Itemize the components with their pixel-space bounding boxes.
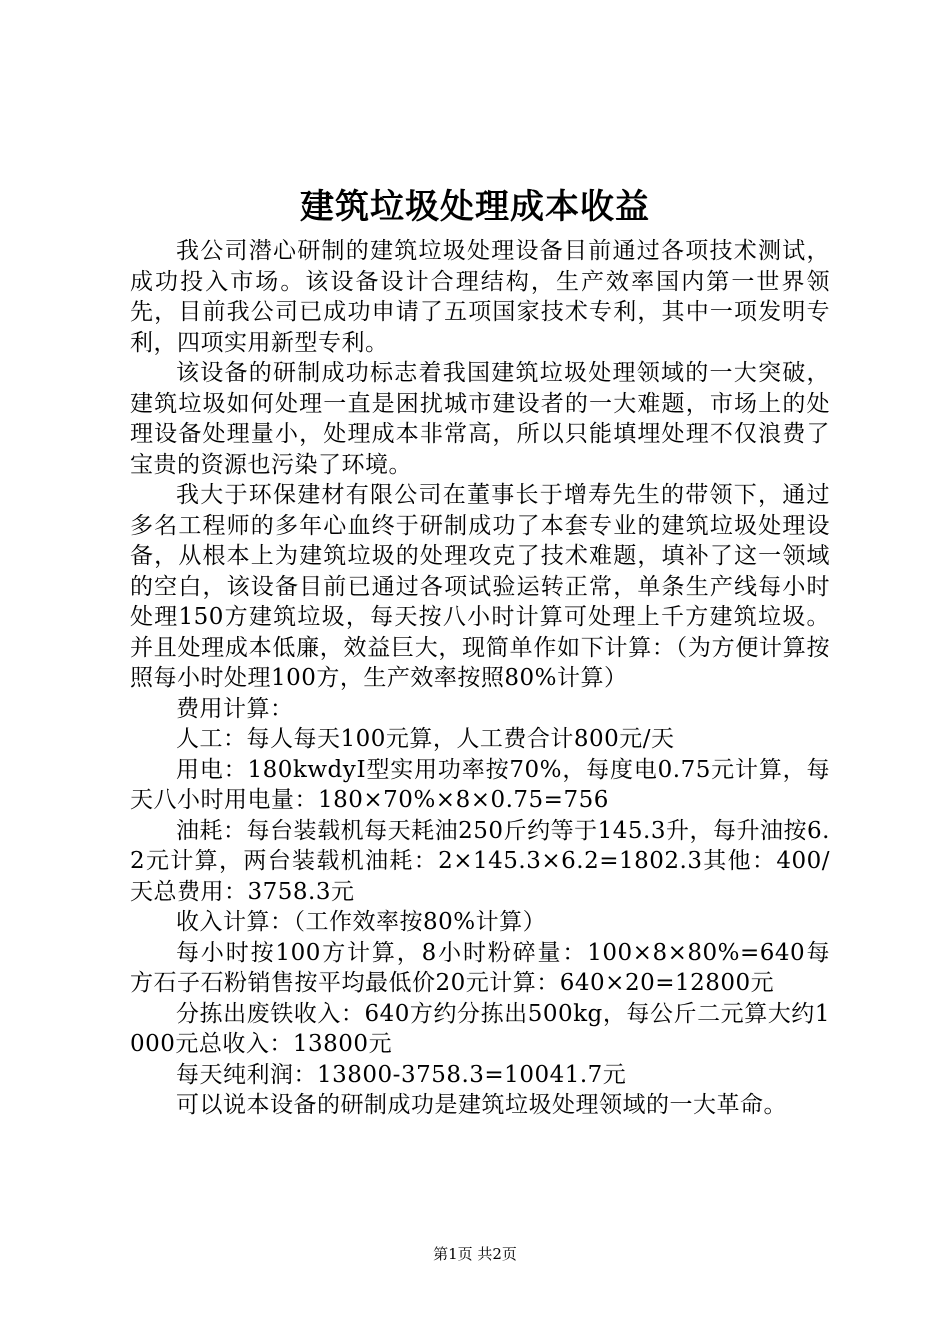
paragraph-conclusion: 可以说本设备的研制成功是建筑垃圾处理领域的一大革命。: [176, 1092, 787, 1118]
document-body: [130, 236, 830, 1121]
document-title: 建筑垃圾处理成本收益: [300, 187, 650, 227]
paragraph-electricity-cost: 用电：180kwdyⅠ型实用功率按70%，每度电0.75元计算，每天八小时用电量：180×70%×8×0.75=756: [130, 756, 830, 813]
paragraph-cost-heading: 费用计算：: [176, 695, 294, 722]
paragraph-net-profit: 每天纯利润：13800-3758.3=10041.7元: [176, 1061, 627, 1088]
paragraph-scrap-income: 分拣出废铁收入：640方约分拣出500kg，每公斤二元算大约1000元总收入：13800元: [130, 1000, 830, 1057]
paragraph-intro: 我公司潜心研制的建筑垃圾处理设备目前通过各项技术测试，成功投入市场。该设备设计合理结构，生产效率国内第一世界领先，目前我公司已成功申请了五项国家技术专利，其中一项发明专利，四项实用新型专利。: [130, 238, 830, 356]
page-number-footer: 第1页 共2页: [433, 1245, 517, 1263]
paragraph-fuel-cost: 油耗：每台装载机每天耗油250斤约等于145.3升，每升油按6.2元计算，两台装载机油耗：2×145.3×6.2=1802.3其他：400/天总费用：3758.3元: [130, 817, 830, 905]
paragraph-crushing-income: 每小时按100方计算，8小时粉碎量：100×8×80%=640每方石子石粉销售按平均最低价20元计算：640×20=12800元: [130, 939, 830, 996]
paragraph-breakthrough: 该设备的研制成功标志着我国建筑垃圾处理领域的一大突破，建筑垃圾如何处理一直是困扰城市建设者的一大难题，市场上的处理设备处理量小，处理成本非常高，所以只能填埋处理不仅浪费了宝贵的资源也污染了环境。: [130, 360, 830, 478]
paragraph-income-heading: 收入计算：（工作效率按80%计算）: [176, 909, 547, 935]
paragraph-labor-cost: 人工：每人每天100元算，人工费合计800元/天: [176, 726, 675, 752]
paragraph-company: 我大于环保建材有限公司在董事长于增寿先生的带领下，通过多名工程师的多年心血终于研制成功了本套专业的建筑垃圾处理设备，从根本上为建筑垃圾的处理攻克了技术难题，填补了这一领域的空白，该设备目前已通过各项试验运转正常，单条生产线每小时处理150方建筑垃圾，每天按八小时计算可处理上千方建筑垃圾。并且处理成本低廉，效益巨大，现简单作如下计算：（为方便计算按照每小时处理100方，生产效率按照80%计算）: [130, 482, 830, 691]
